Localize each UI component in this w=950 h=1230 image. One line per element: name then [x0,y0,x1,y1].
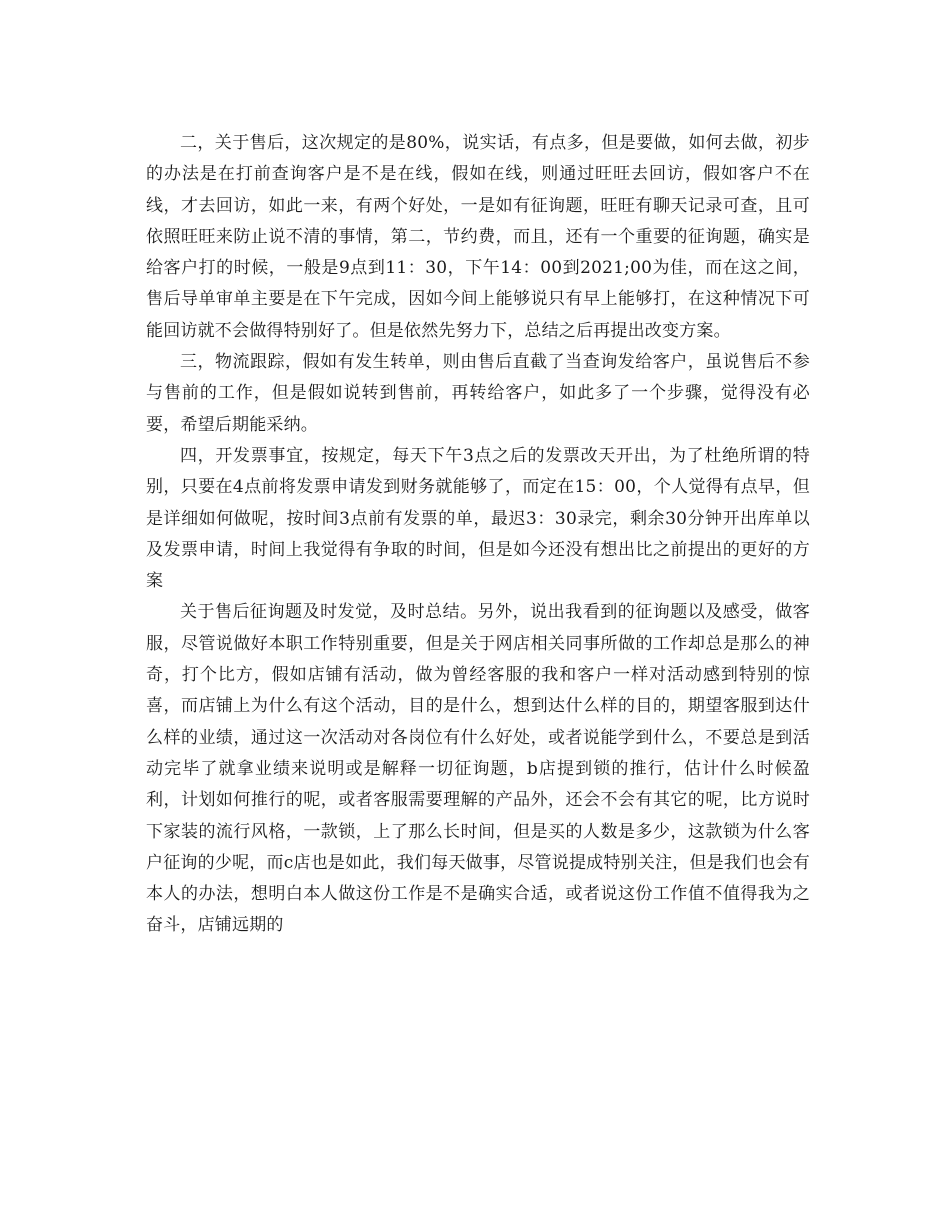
paragraph-after-sales: 二，关于售后，这次规定的是80%，说实话，有点多，但是要做，如何去做，初步的办法是在打前查询客户是不是在线，假如在线，则通过旺旺去回访，假如客户不在线，才去回访，如此一来，有两个好处，一是如有征询题，旺旺有聊天记录可查，且可依照旺旺来防止说不清的事情，第二，节约费，而且，还有一个重要的征询题，确实是给客户打的时候，一般是9点到11：30，下午14：00到2021;00为佳，而在这之间，售后导单审单主要是在下午完成，因如今间上能够说只有早上能够打，在这种情况下可能回访就不会做得特别好了。但是依然先努力下，总结之后再提出改变方案。 [146,133,810,341]
paragraph-invoice-matters: 四，开发票事宜，按规定，每天下午3点之后的发票改天开出，为了杜绝所谓的特别，只要在4点前将发票申请发到财务就能够了，而定在15：00，个人觉得有点早，但是详细如何做呢，按时间3点前有发票的单，最迟3：30录完，剩余30分钟开出库单以及发票申请，时间上我觉得有争取的时间，但是如今还没有想出比之前提出的更好的方案 [146,445,810,592]
paragraph-after-sales-issues: 关于售后征询题及时发觉，及时总结。另外，说出我看到的征询题以及感受，做客服，尽管说做好本职工作特别重要，但是关于网店相关同事所做的工作却总是那么的神奇，打个比方，假如店铺有活动，做为曾经客服的我和客户一样对活动感到特别的惊喜，而店铺上为什么有这个活动，目的是什么，想到达什么样的目的，期望客服到达什么样的业绩，通过这一次活动对各岗位有什么好处，或者说能学到什么，不要总是到活动完毕了就拿业绩来说明或是解释一切征询题，b店提到锁的推行，估计什么时候盈利，计划如何推行的呢，或者客服需要理解的产品外，还会不会有其它的呢，比方说时下家装的流行风格，一款锁，上了那么长时间，但是买的人数是多少，这款锁为什么客户征询的少呢，而c店也是如此，我们每天做事，尽管说提成特别关注，但是我们也会有本人的办法，想明白本人做这份工作是不是确实合适，或者说这份工作值不值得我为之奋斗，店铺远期的 [146,602,810,936]
document-body [146,128,810,942]
paragraph-logistics-tracking: 三，物流跟踪，假如有发生转单，则由售后直截了当查询发给客户，虽说售后不参与售前的工作，但是假如说转到售前，再转给客户，如此多了一个步骤，觉得没有必要，希望后期能采纳。 [146,352,810,435]
